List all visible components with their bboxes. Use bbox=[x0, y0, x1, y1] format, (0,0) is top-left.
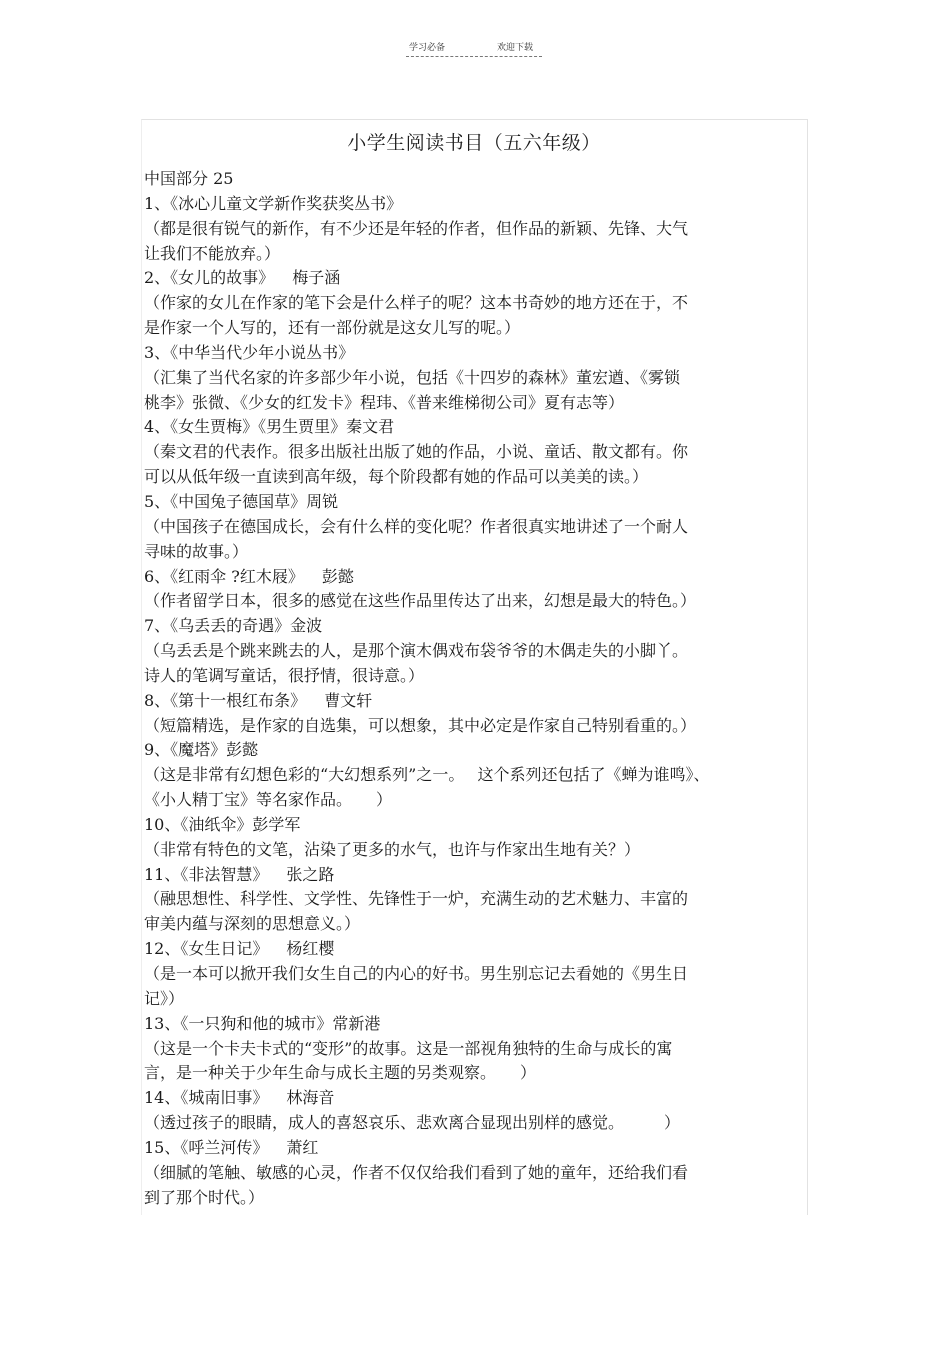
book-title bbox=[144, 192, 816, 217]
book-title bbox=[144, 813, 816, 838]
book-title-text: 15、《呼兰河传》 bbox=[144, 1137, 269, 1157]
book-title-text: 12、《女生日记》 bbox=[144, 939, 269, 959]
book-title bbox=[144, 937, 816, 962]
book-title bbox=[144, 1012, 816, 1037]
book-title bbox=[144, 863, 816, 888]
book-title-text: 11、《非法智慧》 bbox=[144, 864, 269, 884]
book-description-line: （是一本可以掀开我们女生自己的内心的好书。男生别忘记去看她的《男生日 bbox=[144, 964, 689, 983]
book-description-line: 是作家一个人写的，还有一部份就是这女儿写的呢。） bbox=[144, 318, 521, 338]
book-description-line: （透过孩子的眼睛，成人的喜怒哀乐、悲欢离合显现出别样的感觉。 ） bbox=[144, 1113, 681, 1133]
book-description-line: （短篇精选，是作家的自选集，可以想象，其中必定是作家自己特别看重的。） bbox=[144, 715, 697, 735]
book-title-text: 1、《冰心儿童文学新作奖获奖丛书》 bbox=[144, 193, 403, 213]
book-title bbox=[144, 266, 816, 291]
book-title-text: 4、《女生贾梅》《男生贾里》秦文君 bbox=[144, 417, 395, 437]
page-header bbox=[406, 38, 542, 57]
book-description-line: （汇集了当代名家的许多部少年小说，包括《十四岁的森林》董宏遒、《雾锁 bbox=[144, 367, 681, 387]
book-list bbox=[144, 167, 816, 1210]
book-description-line: （中国孩子在德国成长，会有什么样的变化呢？作者很真实地讲述了一个耐人 bbox=[144, 516, 689, 536]
book-description-line: （作者留学日本，很多的感觉在这些作品里传达了出来，幻想是最大的特色。） bbox=[144, 591, 697, 611]
book-description-line: （非常有特色的文笔，沾染了更多的水气，也许与作家出生地有关？） bbox=[144, 839, 641, 859]
book-title bbox=[144, 1136, 816, 1161]
book-description-line: （秦文君的代表作。很多出版社出版了她的作品，小说、童话、散文都有。你 bbox=[144, 442, 689, 462]
book-title-text: 5、《中国兔子德国草》周锐 bbox=[144, 491, 339, 511]
section-heading: 中国部分 25 bbox=[144, 169, 234, 188]
book-description-line: 桃李》张微、《少女的红发卡》程玮、《普来维梯彻公司》夏有志等） bbox=[144, 392, 625, 412]
book-description-line: 《小人精丁宝》等名家作品。 ） bbox=[144, 790, 393, 810]
book-description-line: 言，是一种关于少年生命与成长主题的另类观察。 ） bbox=[144, 1063, 537, 1083]
book-author: 林海音 bbox=[286, 1088, 335, 1108]
book-author: 曹文轩 bbox=[324, 690, 373, 710]
book-title-text: 2、《女儿的故事》 bbox=[144, 268, 275, 288]
book-title-text: 3、《中华当代少年小说丛书》 bbox=[144, 342, 355, 362]
book-author: 杨红樱 bbox=[286, 939, 335, 959]
book-title bbox=[144, 738, 816, 763]
book-title bbox=[144, 415, 816, 440]
book-description-line: （这是一个卡夫卡式的“变形”的故事。这是一部视角独特的生命与成长的寓 bbox=[144, 1038, 673, 1058]
book-title-text: 7、《乌丢丢的奇遇》金波 bbox=[144, 616, 323, 636]
book-description-line: 让我们不能放弃。） bbox=[144, 243, 281, 263]
book-title-text: 14、《城南旧事》 bbox=[144, 1088, 269, 1108]
book-description-line: （融思想性、科学性、文学性、先锋性于一炉，充满生动的艺术魅力、丰富的 bbox=[144, 889, 689, 909]
book-title-text: 6、《红雨伞 ?红木屐》 bbox=[144, 566, 304, 586]
book-title-text: 8、《第十一根红布条》 bbox=[144, 690, 307, 710]
book-author: 梅子涵 bbox=[292, 268, 341, 288]
book-title bbox=[144, 1086, 816, 1111]
book-description-line: （都是很有锐气的新作，有不少还是年轻的作者，但作品的新颖、先锋、大气 bbox=[144, 218, 689, 238]
book-author: 彭懿 bbox=[321, 566, 354, 586]
book-title-text: 10、《油纸伞》彭学军 bbox=[144, 814, 301, 834]
book-description-line: 寻味的故事。） bbox=[144, 541, 249, 561]
book-description-line: （乌丢丢是个跳来跳去的人，是那个演木偶戏布袋爷爷的木偶走失的小脚丫。 bbox=[144, 641, 689, 661]
page-title: 小学生阅读书目（五六年级） bbox=[347, 132, 601, 154]
header-right-text: 欢迎下载 bbox=[497, 43, 534, 53]
book-author: 萧红 bbox=[286, 1137, 319, 1157]
book-title bbox=[144, 341, 816, 366]
book-title bbox=[144, 689, 816, 714]
book-description-line: 诗人的笔调写童话，很抒情，很诗意。） bbox=[144, 665, 425, 685]
book-description-line: （细腻的笔触、敏感的心灵，作者不仅仅给我们看到了她的童年，还给我们看 bbox=[144, 1162, 689, 1182]
book-description-line: 到了那个时代。） bbox=[144, 1187, 265, 1207]
book-title bbox=[144, 614, 816, 639]
book-author: 张之路 bbox=[286, 864, 335, 884]
book-title-text: 9、《魔塔》彭懿 bbox=[144, 740, 259, 760]
book-description-line: （这是非常有幻想色彩的“大幻想系列”之一。 这个系列还包括了《蝉为谁鸣》、 bbox=[144, 765, 710, 785]
book-title bbox=[144, 490, 816, 515]
header-left-text: 学习必备 bbox=[409, 43, 446, 53]
book-title bbox=[144, 565, 816, 590]
book-description-line: 审美内蕴与深刻的思想意义。） bbox=[144, 914, 361, 934]
book-title-text: 13、《一只狗和他的城市》常新港 bbox=[144, 1013, 381, 1033]
book-description-line: 记》） bbox=[144, 988, 185, 1008]
book-description-line: 可以从低年级一直读到高年级，每个阶段都有她的作品可以美美的读。） bbox=[144, 467, 649, 487]
book-description-line: （作家的女儿在作家的笔下会是什么样子的呢？这本书奇妙的地方还在于，不 bbox=[144, 293, 689, 313]
